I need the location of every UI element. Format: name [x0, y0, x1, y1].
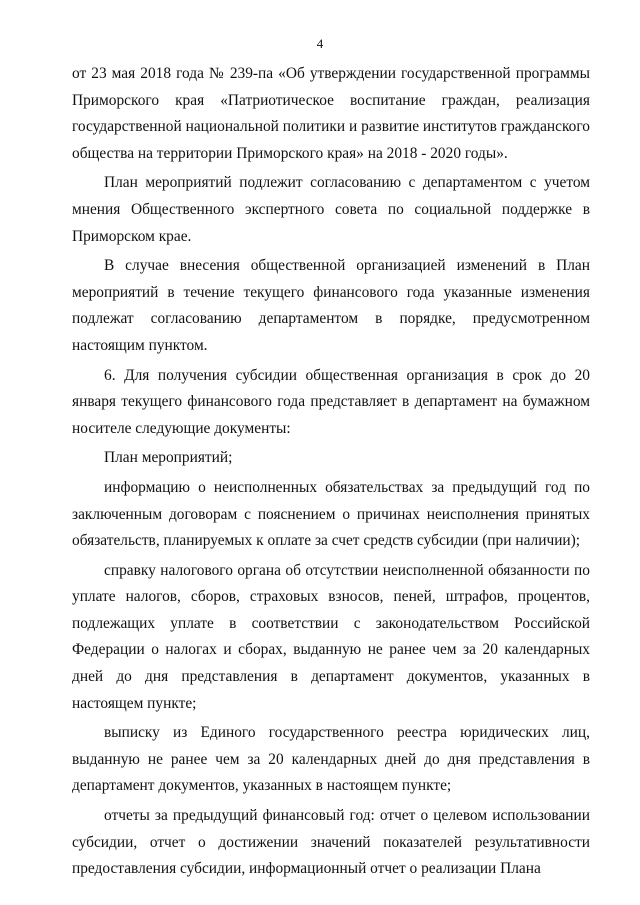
list-item-reports: отчеты за предыдущий финансовый год: отчет о целевом использовании субсидии, отчет о достижении значений показателей результативности предоставления субсидии, информационный отчет о реализации Плана	[72, 807, 590, 878]
list-item-registry-extract: выписку из Единого государственного реестра юридических лиц, выданную не ранее чем за 20 календарных дней до дня представления в департамент документов, указанных в настоящем пункте;	[72, 724, 590, 795]
document-body	[72, 61, 590, 886]
list-item-obligations-info: информацию о неисполненных обязательствах за предыдущий год по заключенным договорам с пояснением о причинах неисполнения принятых обязательств, планируемых к оплате за счет средств субсидии (при наличии);	[72, 478, 590, 550]
paragraph-plan-approval: План мероприятий подлежит согласованию с департаментом с учетом мнения Общественного экспертного совета по социальной поддержке в Приморском крае.	[72, 174, 590, 245]
list-item-plan: План мероприятий;	[104, 449, 233, 467]
paragraph-item-6: 6. Для получения субсидии общественная организация в срок до 20 января текущего финансового года представляет в департамент на бумажном носителе следующие документы:	[72, 366, 590, 437]
paragraph-plan-changes: В случае внесения общественной организацией изменений в План мероприятий в течение текущего финансового года указанные изменения подлежат согласованию департаментом в порядке, предусмотренном настоящим пунктом.	[72, 257, 590, 354]
list-item-tax-certificate: справку налогового органа об отсутствии неисполненной обязанности по уплате налогов, сборов, страховых взносов, пеней, штрафов, процентов, подлежащих уплате в соответствии с законодательством Российской Федерации о налогах и сборах, выданную не ранее чем за 20 календарных дней до дня представления в департамент документов, указанных в настоящем пункте;	[72, 561, 590, 712]
paragraph-program-reference: от 23 мая 2018 года № 239-па «Об утверждении государственной программы Приморского края «Патриотическое воспитание граждан, реализация государственной национальной политики и развитие институтов гражданского общества на территории Приморского края» на 2018 - 2020 годы».	[72, 65, 590, 162]
page-number: 4	[316, 36, 324, 51]
